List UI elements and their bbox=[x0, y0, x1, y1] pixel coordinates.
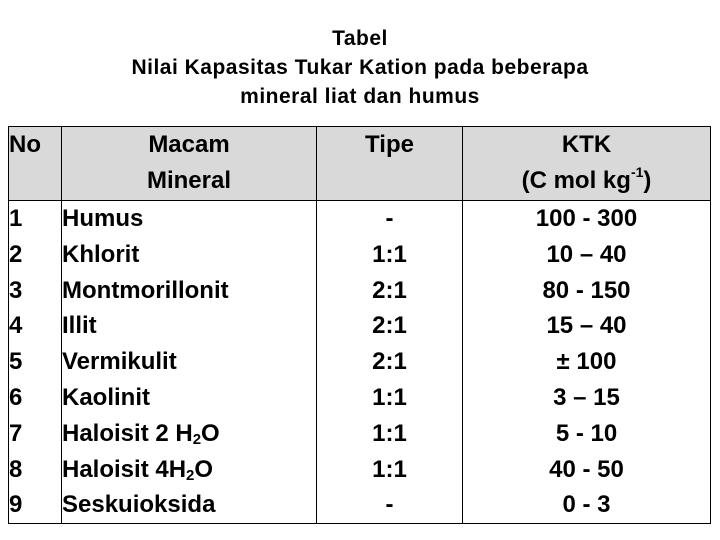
row-tipe: 2:1 bbox=[372, 348, 407, 376]
header-mineral-line-2: Mineral bbox=[146, 167, 232, 194]
ktk-unit-close: ) bbox=[643, 167, 652, 194]
header-tipe: Tipe bbox=[317, 127, 463, 201]
header-row bbox=[9, 127, 711, 201]
cec-table bbox=[8, 126, 711, 524]
row-ktk: 80 - 150 bbox=[542, 276, 631, 304]
header-ktk-unit bbox=[463, 163, 710, 199]
ktk-unit-exponent: -1 bbox=[630, 164, 644, 180]
ktk-unit-text: (C mol kg bbox=[521, 167, 631, 194]
table-body-row bbox=[9, 201, 711, 524]
row-mineral bbox=[62, 416, 316, 452]
row-ktk: 100 - 300 bbox=[535, 205, 638, 232]
row-mineral: Humus bbox=[62, 205, 144, 232]
header-mineral-line-1: Macam bbox=[148, 131, 230, 158]
row-tipe: 1:1 bbox=[372, 419, 407, 447]
mineral-subscript: 2 bbox=[186, 466, 195, 484]
table-caption bbox=[0, 24, 720, 111]
caption-line-1: Tabel bbox=[332, 27, 388, 50]
header-ktk-line-1: KTK bbox=[561, 131, 612, 158]
mineral-name: Haloisit 2 H bbox=[62, 419, 193, 447]
row-tipe: 1:1 bbox=[372, 383, 407, 411]
row-no: 7 bbox=[9, 419, 23, 447]
row-tipe: 2:1 bbox=[372, 312, 407, 340]
row-ktk: 3 – 15 bbox=[553, 383, 620, 411]
row-ktk: 40 - 50 bbox=[549, 455, 624, 483]
row-tipe: - bbox=[385, 205, 394, 232]
column-tipe bbox=[317, 201, 463, 524]
row-no: 5 bbox=[9, 348, 23, 376]
header-mineral bbox=[62, 127, 317, 201]
header-ktk bbox=[463, 127, 711, 201]
row-mineral: Vermikulit bbox=[62, 348, 177, 376]
row-ktk: 5 - 10 bbox=[555, 419, 618, 447]
row-ktk: ± 100 bbox=[556, 348, 617, 376]
row-mineral: Seskuioksida bbox=[62, 491, 216, 519]
row-mineral: Illit bbox=[62, 312, 97, 340]
row-no: 4 bbox=[9, 312, 23, 340]
row-tipe: 1:1 bbox=[372, 240, 407, 268]
row-no: 1 bbox=[9, 205, 23, 232]
row-tipe: 1:1 bbox=[372, 455, 407, 483]
mineral-suffix: O bbox=[194, 455, 214, 483]
row-mineral bbox=[62, 452, 316, 488]
row-no: 3 bbox=[9, 276, 23, 304]
column-ktk bbox=[463, 201, 711, 524]
caption-line-3: mineral liat dan humus bbox=[240, 85, 480, 108]
row-no: 8 bbox=[9, 455, 23, 483]
header-no: No bbox=[9, 127, 62, 201]
row-tipe: 2:1 bbox=[372, 276, 407, 304]
column-no bbox=[9, 201, 62, 524]
mineral-suffix: O bbox=[201, 419, 220, 447]
mineral-name: Haloisit 4H bbox=[62, 455, 187, 483]
row-no: 9 bbox=[9, 491, 23, 519]
row-mineral: Kaolinit bbox=[62, 383, 150, 411]
row-tipe: - bbox=[385, 491, 394, 519]
column-mineral bbox=[62, 201, 317, 524]
row-ktk: 15 – 40 bbox=[546, 312, 627, 340]
row-no: 2 bbox=[9, 240, 23, 268]
row-ktk: 10 – 40 bbox=[546, 240, 627, 268]
mineral-subscript: 2 bbox=[192, 430, 202, 448]
row-no: 6 bbox=[9, 383, 23, 411]
row-mineral: Khlorit bbox=[62, 240, 140, 268]
caption-line-2: Nilai Kapasitas Tukar Kation pada beberapa bbox=[131, 56, 589, 79]
row-ktk: 0 - 3 bbox=[562, 491, 611, 519]
row-mineral: Montmorillonit bbox=[62, 276, 229, 304]
